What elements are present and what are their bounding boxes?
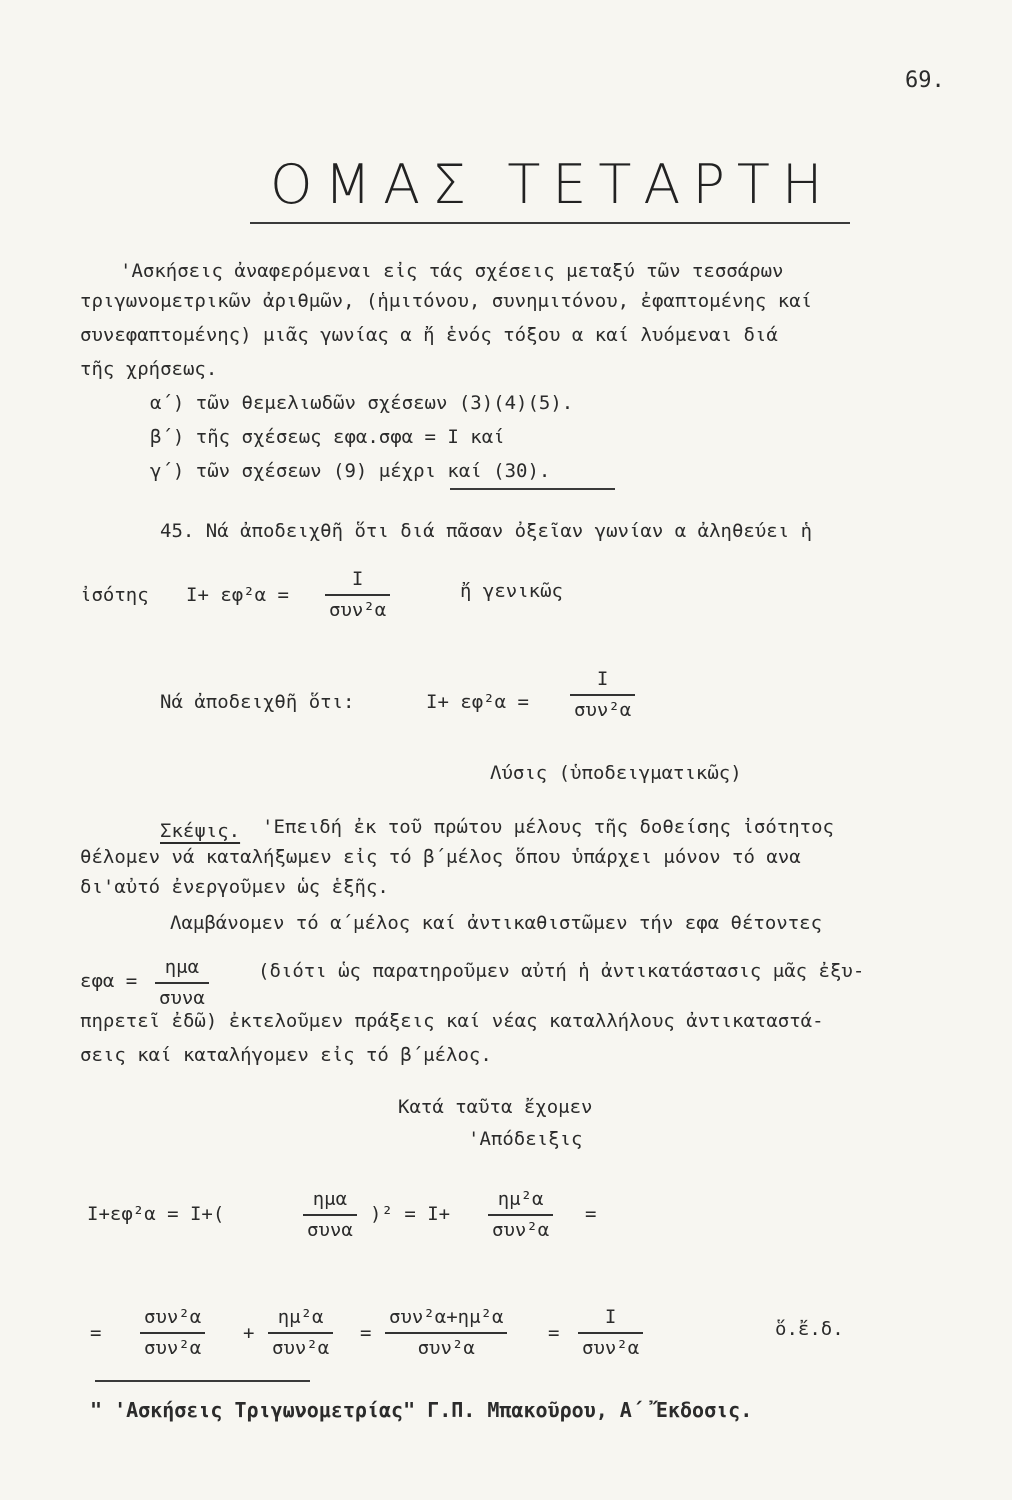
- substitution-line-3: σεις καί καταλήγομεν εἰς τό β΄μέλος.: [80, 1044, 492, 1066]
- numerator: ημ²α: [277, 1306, 324, 1328]
- proof-heading: 'Απόδειξις: [468, 1128, 583, 1150]
- denominator: συν²α: [492, 1218, 550, 1241]
- substitution-text: (διότι ὡς παρατηροῦμεν αὐτή ἡ ἀντικατάστασις μᾶς ἐξυ-: [258, 960, 865, 982]
- list-item-b: β΄) τῆς σχέσεως εφα.σφα = I καί: [150, 426, 505, 448]
- identity-numerator: I: [351, 568, 364, 590]
- proof-line2-fraction2: [268, 1306, 333, 1360]
- substitution-line-2: πηρετεῖ ἐδῶ) ἐκτελοῦμεν πράξεις καί νέας καταλλήλους ἀντικαταστά-: [80, 1010, 824, 1032]
- substitution-lhs: εφα =: [80, 970, 138, 992]
- thinking-line-1: 'Επειδή ἐκ τοῦ πρώτου μέλους τῆς δοθείσης ἰσότητος: [262, 816, 834, 838]
- page-number: 69.: [905, 68, 945, 93]
- fraction-bar: [303, 1214, 357, 1216]
- fraction-bar: [155, 982, 209, 984]
- generally-text: ἤ γενικῶς: [460, 580, 563, 602]
- identity-lhs: I+ εφ²α =: [186, 584, 289, 606]
- denominator: συν²α: [417, 1336, 475, 1359]
- numerator: ημα: [312, 1188, 348, 1210]
- thinking-line-3: δι'αὐτό ἐνεργοῦμεν ὡς ἑξῆς.: [80, 876, 389, 898]
- intro-line-4: τῆς χρήσεως.: [80, 358, 218, 380]
- denominator: συνα: [307, 1218, 353, 1241]
- denominator: συν²α: [272, 1336, 330, 1359]
- identity-denominator: συν²α: [329, 598, 387, 621]
- solution-heading: Λύσις (ὑποδειγματικῶς): [490, 762, 742, 784]
- title-underline: [250, 222, 850, 224]
- proof-line2-plus: +: [243, 1322, 255, 1344]
- proof-line2-fraction1: [140, 1306, 205, 1360]
- qed: ὅ.ἔ.δ.: [775, 1318, 844, 1340]
- substitution-fraction: [155, 956, 209, 1010]
- prove-denominator: συν²α: [574, 698, 632, 721]
- proof-line1-fraction1: [303, 1188, 357, 1242]
- proof-underline: [95, 1380, 310, 1382]
- numerator: συν²α+ημ²α: [389, 1306, 504, 1328]
- exercise-45-statement: 45. Νά ἀποδειχθῆ ὅτι διά πᾶσαν ὀξεῖαν γωνίαν α ἀληθεύει ἡ: [160, 520, 813, 542]
- thinking-line-4: Λαμβάνομεν τό α΄μέλος καί ἀντικαθιστῶμεν τήν εφα θέτοντες: [170, 912, 823, 934]
- footer-citation: " 'Ασκήσεις Τριγωνομετρίας" Γ.Π. Μπακοῦρου, Α΄ Ἔκδοσις.: [90, 1398, 753, 1422]
- prove-fraction: [570, 668, 635, 722]
- intro-line-1: 'Ασκήσεις ἀναφερόμεναι εἰς τάς σχέσεις μεταξύ τῶν τεσσάρων: [120, 260, 784, 282]
- prove-label: Νά ἀποδειχθῆ ὅτι:: [160, 691, 355, 713]
- proof-line1-end: =: [585, 1203, 597, 1225]
- fraction-bar: [570, 694, 635, 696]
- fraction-bar: [488, 1214, 553, 1216]
- proof-line1-mid: )² = I+: [370, 1203, 451, 1225]
- numerator: συν²α: [144, 1306, 202, 1328]
- list-underline: [450, 488, 615, 490]
- kata-tafta: Κατά ταῦτα ἔχομεν: [398, 1096, 593, 1118]
- prove-lhs: I+ εφ²α =: [426, 691, 529, 713]
- substitution-numerator: ημα: [164, 956, 200, 978]
- fraction-bar: [325, 594, 390, 596]
- fraction-bar: [268, 1332, 333, 1334]
- thinking-label: Σκέψις.: [160, 820, 241, 842]
- list-item-c: γ΄) τῶν σχέσεων (9) μέχρι καί (30).: [150, 460, 551, 482]
- fraction-bar: [385, 1332, 507, 1334]
- proof-line2-eq2: =: [360, 1322, 372, 1344]
- proof-line1-lhs: I+εφ²α = I+(: [87, 1203, 225, 1225]
- fraction-bar: [140, 1332, 205, 1334]
- fraction-bar: [578, 1332, 643, 1334]
- denominator: συν²α: [582, 1336, 640, 1359]
- proof-line2-eq3: =: [548, 1322, 560, 1344]
- proof-line2-eq: =: [90, 1322, 102, 1344]
- intro-line-3: συνεφαπτομένης) μιᾶς γωνίας α ἤ ἑνός τόξου α καί λυόμεναι διά: [80, 324, 778, 346]
- numerator: ημ²α: [497, 1188, 544, 1210]
- proof-line1-fraction2: [488, 1188, 553, 1242]
- prove-numerator: I: [596, 668, 609, 690]
- page-title: ΟΜΑΣ ΤΕΤΑΡΤΗ: [270, 153, 835, 216]
- intro-line-2: τριγωνομετρικῶν ἀριθμῶν, (ἡμιτόνου, συνημιτόνου, ἐφαπτομένης καί: [80, 290, 813, 312]
- proof-line2-fraction4: [578, 1306, 643, 1360]
- list-item-a: α΄) τῶν θεμελιωδῶν σχέσεων (3)(4)(5).: [150, 392, 574, 414]
- thinking-line-2: θέλομεν νά καταλήξωμεν εἰς τό β΄μέλος ὅπου ὑπάρχει μόνον τό ανα: [80, 846, 801, 868]
- isotis-label: ἰσότης: [80, 584, 149, 606]
- identity-fraction: [325, 568, 390, 622]
- numerator: I: [604, 1306, 617, 1328]
- denominator: συν²α: [144, 1336, 202, 1359]
- substitution-denominator: συνα: [159, 986, 205, 1009]
- proof-line2-fraction3: [385, 1306, 507, 1360]
